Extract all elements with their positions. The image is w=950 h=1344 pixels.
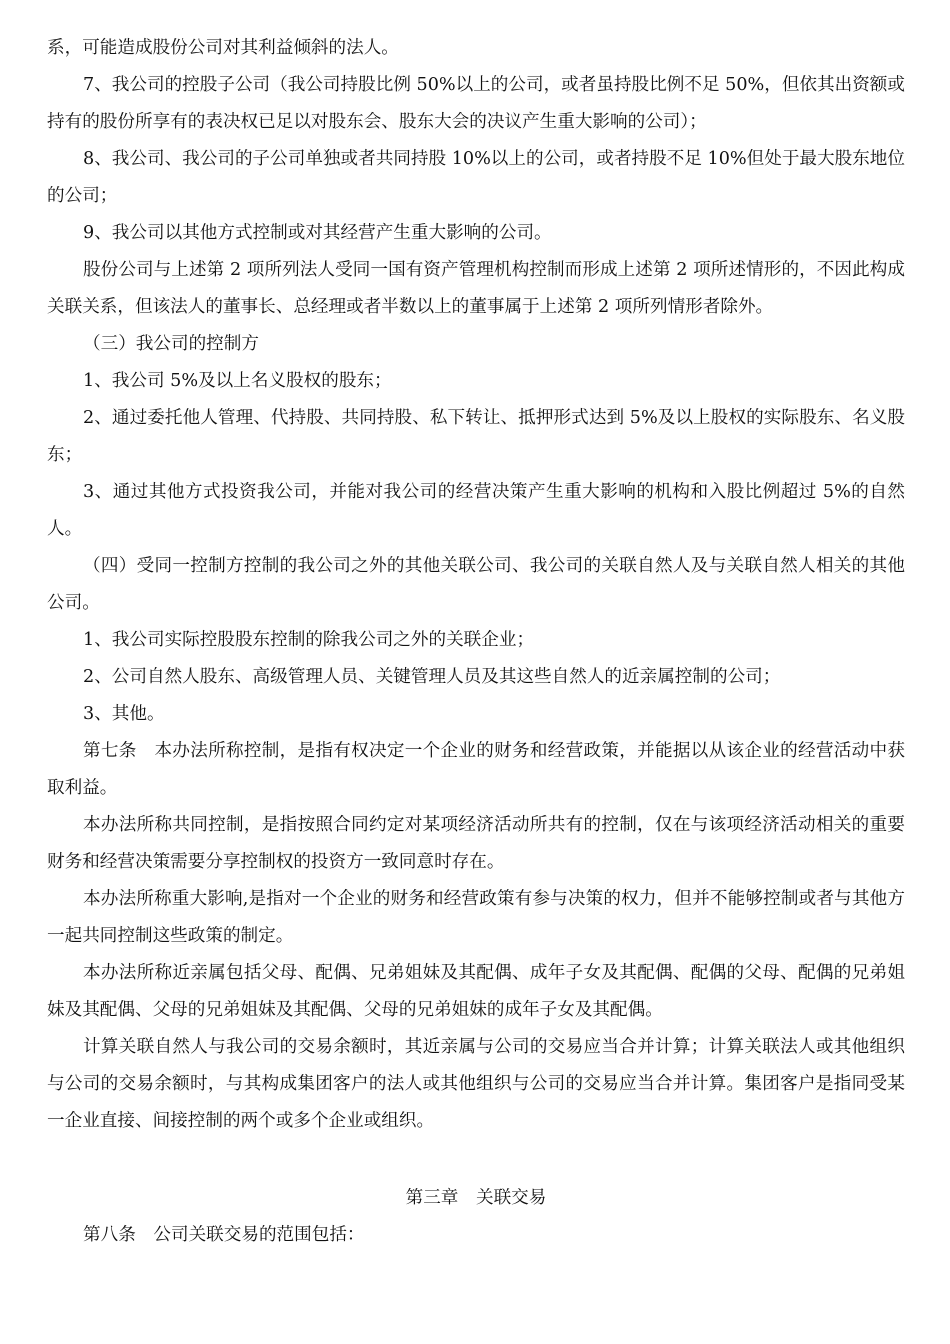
paragraph-item-9: 9、我公司以其他方式控制或对其经营产生重大影响的公司。	[83, 223, 552, 243]
paragraph-controller-2: 2、通过委托他人管理、代持股、共同持股、私下转让、抵押形式达到 5%及以上股权的实际股东、名义股东；	[47, 408, 905, 465]
paragraph-same-control-2: 2、公司自然人股东、高级管理人员、关键管理人员及其这些自然人的近亲属控制的公司；	[83, 667, 781, 687]
section-heading-controller: （三）我公司的控制方	[83, 334, 259, 354]
paragraph-controller-3: 3、通过其他方式投资我公司，并能对我公司的经营决策产生重大影响的机构和入股比例超过 5%的自然人。	[47, 482, 905, 539]
paragraph-controller-1: 1、我公司 5%及以上名义股权的股东；	[83, 371, 392, 391]
paragraph-exception-note: 股份公司与上述第 2 项所列法人受同一国有资产管理机构控制而形成上述第 2 项所述情形的，不因此构成关联关系，但该法人的董事长、总经理或者半数以上的董事属于上述第 2 项所列情形者除外。	[47, 260, 905, 317]
document-page	[47, 30, 905, 1254]
paragraph-significant-influence: 本办法所称重大影响,是指对一个企业的财务和经营政策有参与决策的权力，但并不能够控制或者与其他方一起共同控制这些政策的制定。	[47, 889, 905, 946]
paragraph-same-control-1: 1、我公司实际控股股东控制的除我公司之外的关联企业；	[83, 630, 535, 650]
paragraph-close-relatives: 本办法所称近亲属包括父母、配偶、兄弟姐妹及其配偶、成年子女及其配偶、配偶的父母、配偶的兄弟姐妹及其配偶、父母的兄弟姐妹及其配偶、父母的兄弟姐妹的成年子女及其配偶。	[47, 963, 905, 1020]
paragraph-item-8: 8、我公司、我公司的子公司单独或者共同持股 10%以上的公司，或者持股不足 10%但处于最大股东地位的公司；	[47, 149, 905, 206]
paragraph-continuation: 系，可能造成股份公司对其利益倾斜的法人。	[47, 38, 399, 58]
section-heading-same-control: （四）受同一控制方控制的我公司之外的其他关联公司、我公司的关联自然人及与关联自然人相关的其他公司。	[47, 556, 905, 613]
paragraph-item-7: 7、我公司的控股子公司（我公司持股比例 50%以上的公司，或者虽持股比例不足 50%，但依其出资额或持有的股份所享有的表决权已足以对股东会、股东大会的决议产生重大影响的公司）；	[47, 75, 905, 132]
paragraph-same-control-3: 3、其他。	[83, 704, 165, 724]
paragraph-joint-control: 本办法所称共同控制，是指按照合同约定对某项经济活动所共有的控制，仅在与该项经济活动相关的重要财务和经营决策需要分享控制权的投资方一致同意时存在。	[47, 815, 905, 872]
article-7: 第七条 本办法所称控制，是指有权决定一个企业的财务和经营政策，并能据以从该企业的经营活动中获取利益。	[47, 741, 905, 798]
chapter-title: 第三章 关联交易	[405, 1188, 547, 1208]
article-8: 第八条 公司关联交易的范围包括：	[83, 1225, 365, 1245]
spacer	[47, 1140, 905, 1180]
paragraph-transaction-balance: 计算关联自然人与我公司的交易余额时，其近亲属与公司的交易应当合并计算；计算关联法人或其他组织与公司的交易余额时，与其构成集团客户的法人或其他组织与公司的交易应当合并计算。集团客户是指同受某一企业直接、间接控制的两个或多个企业或组织。	[47, 1037, 905, 1131]
